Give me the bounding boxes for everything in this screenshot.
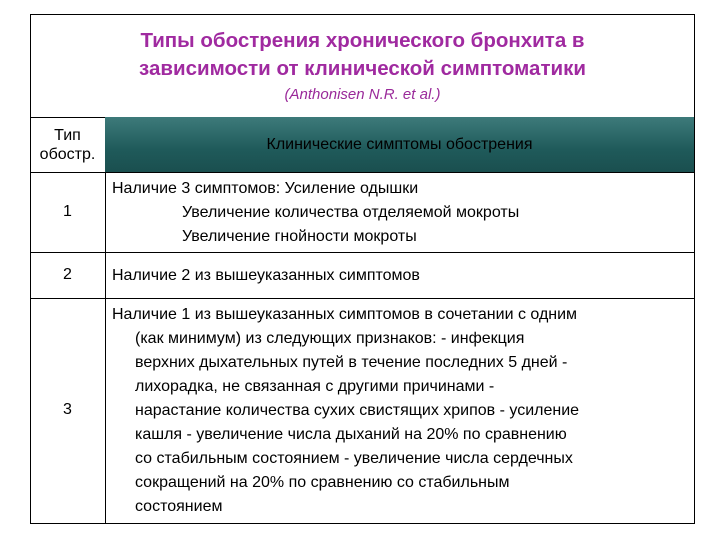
header-type-line-1: Тип: [54, 126, 81, 144]
row-1-bottom-rule: [30, 252, 695, 253]
column-divider: [105, 117, 106, 523]
row-3-line-7: со стабильным состоянием - увеличение числа сердечных: [135, 450, 573, 467]
slide-title-line-1: Типы обострения хронического бронхита в: [140, 29, 585, 52]
row-1-line-1: Наличие 3 симптомов: Усиление одышки: [112, 180, 419, 197]
row-3-line-3: верхних дыхательных путей в течение последних 5 дней -: [135, 354, 568, 371]
row-2-line-1: Наличие 2 из вышеуказанных симптомов: [112, 267, 420, 284]
row-3-line-6: кашля - увеличение числа дыханий на 20% по сравнению: [135, 426, 567, 443]
citation: (Anthonisen N.R. et al.): [284, 86, 441, 103]
row-1-line-3: Увеличение гнойности мокроты: [182, 228, 417, 245]
row-3-line-2: (как минимум) из следующих признаков: - инфекция: [135, 330, 525, 347]
row-3-line-8: сокращений на 20% по сравнению со стабильным: [135, 474, 510, 491]
row-2-bottom-rule: [30, 298, 695, 299]
header-type-cell: [30, 117, 105, 172]
row-3-line-5: нарастание количества сухих свистящих хрипов - усиление: [135, 402, 580, 419]
header-type-line-2: обостр.: [39, 145, 96, 163]
row-2-type: 2: [63, 266, 72, 283]
header-symptoms-cell: Клинические симптомы обострения: [266, 135, 533, 153]
slide-title-line-2: зависимости от клинической симптоматики: [139, 57, 586, 80]
row-3-line-1: Наличие 1 из вышеуказанных симптомов в сочетании с одним: [112, 306, 578, 323]
row-1-type: 1: [63, 203, 72, 220]
row-3-type: 3: [63, 401, 72, 418]
row-3-line-9: состоянием: [135, 498, 223, 515]
row-3-line-4: лихорадка, не связанная с другими причинами -: [135, 378, 495, 395]
row-1-line-2: Увеличение количества отделяемой мокроты: [182, 204, 520, 221]
header-bottom-rule: [30, 172, 695, 173]
